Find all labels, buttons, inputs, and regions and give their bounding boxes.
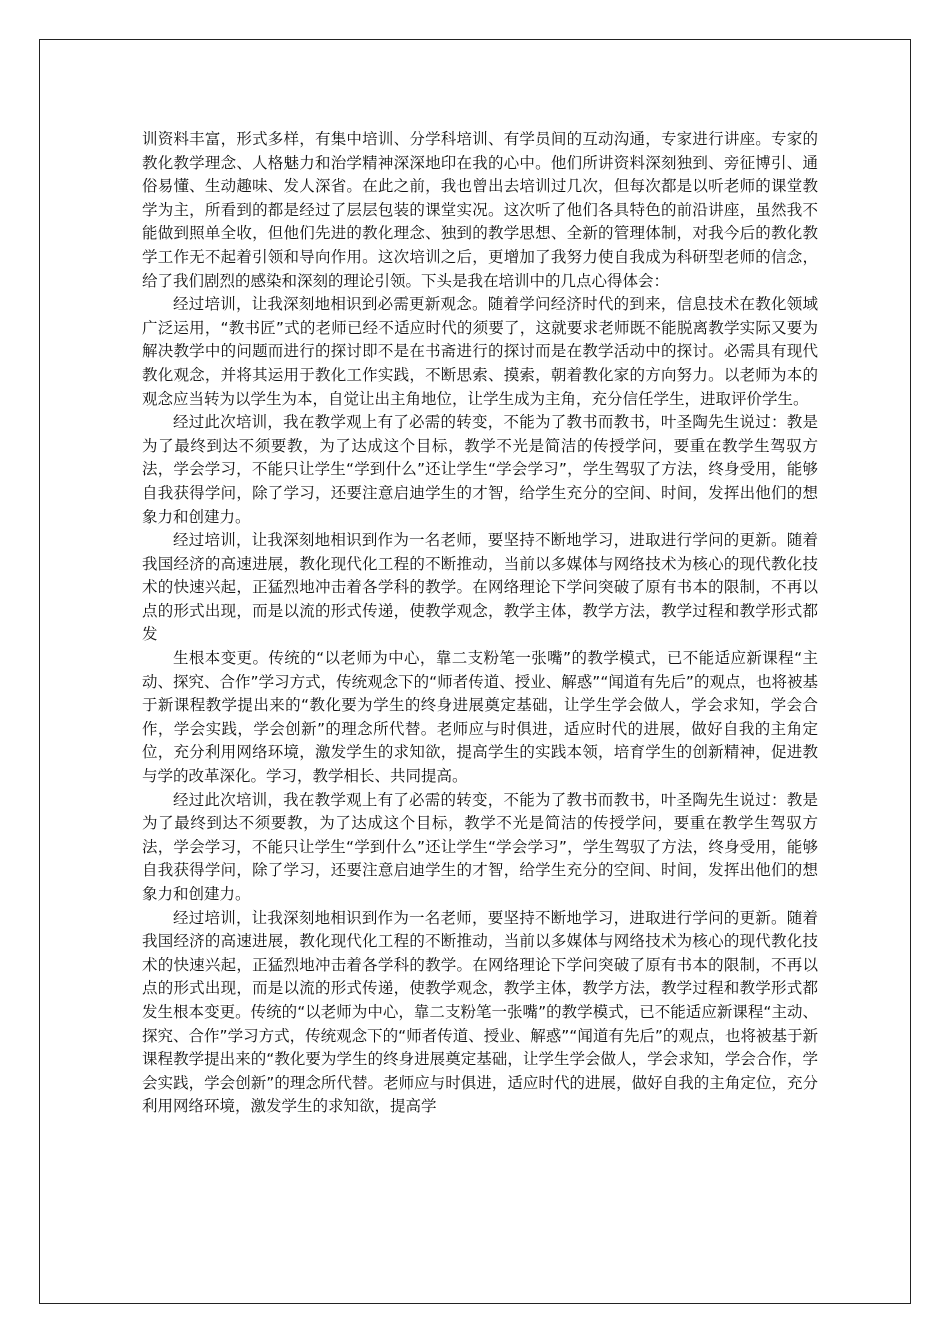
paragraph-2: 经过培训，让我深刻地相识到必需更新观念。随着学问经济时代的到来，信息技术在教化领域广泛运用，“教书匠”式的老师已经不适应时代的须要了，这就要求老师既不能脱离教学实际又要为解决教学中的问题而进行的探讨即不是在书斋进行的探讨而是在教学活动中的探讨。必需具有现代教化观念，并将其运用于教化工作实践，不断思索、摸索，朝着教化家的方向努力。以老师为本的观念应当转为以学生为本，自觉让出主角地位，让学生成为主角，充分信任学生，进取评价学生。 [142,295,818,408]
paragraph-7: 经过培训，让我深刻地相识到作为一名老师，要坚持不断地学习，进取进行学问的更新。随着我国经济的高速进展，教化现代化工程的不断推动，当前以多媒体与网络技术为核心的现代教化技术的快速兴起，正猛烈地冲击着各学科的教学。在网络理论下学问突破了原有书本的限制，不再以点的形式出现，而是以流的形式传递，使教学观念，教学主体，教学方法，教学过程和教学形式都发生根本变更。传统的“以老师为中心，靠二支粉笔一张嘴”的教学模式，已不能适应新课程“主动、探究、合作”学习方式，传统观念下的“师者传道、授业、解惑”“闻道有先后”的观点，也将被基于新课程教学提出来的“教化要为学生的终身进展奠定基础，让学生学会做人，学会求知，学会合作，学会实践，学会创新”的理念所代替。老师应与时俱进，适应时代的进展，做好自我的主角定位，充分利用网络环境，激发学生的求知欲，提高学 [142,908,818,1116]
paragraph-4: 经过培训，让我深刻地相识到作为一名老师，要坚持不断地学习，进取进行学问的更新。随着我国经济的高速进展，教化现代化工程的不断推动，当前以多媒体与网络技术为核心的现代教化技术的快速兴起，正猛烈地冲击着各学科的教学。在网络理论下学问突破了原有书本的限制，不再以点的形式出现，而是以流的形式传递，使教学观念，教学主体，教学方法，教学过程和教学形式都发 [142,531,818,644]
document-body [142,128,818,1119]
paragraph-6: 经过此次培训，我在教学观上有了必需的转变，不能为了教书而教书，叶圣陶先生说过：教是为了最终到达不须要教，为了达成这个目标，教学不光是简洁的传授学问，要重在教学生驾驭方法，学会学习，不能只让学生“学到什么”还让学生“学会学习”，学生驾驭了方法，终身受用，能够自我获得学问，除了学习，还要注意启迪学生的才智，给学生充分的空间、时间，发挥出他们的想象力和创建力。 [142,790,818,903]
paragraph-1: 训资料丰富，形式多样，有集中培训、分学科培训、有学员间的互动沟通，专家进行讲座。专家的教化教学理念、人格魅力和治学精神深深地印在我的心中。他们所讲资料深刻独到、旁征博引、通俗易懂、生动趣味、发人深省。在此之前，我也曾出去培训过几次，但每次都是以听老师的课堂教学为主，所看到的都是经过了层层包装的课堂实况。这次听了他们各具特色的前沿讲座，虽然我不能做到照单全收，但他们先进的教化理念、独到的教学思想、全新的管理体制，对我今后的教化教学工作无不起着引领和导向作用。这次培训之后，更增加了我努力使自我成为科研型老师的信念，给了我们剧烈的感染和深刻的理论引领。下头是我在培训中的几点心得体会： [142,130,818,290]
paragraph-3: 经过此次培训，我在教学观上有了必需的转变，不能为了教书而教书，叶圣陶先生说过：教是为了最终到达不须要教，为了达成这个目标，教学不光是简洁的传授学问，要重在教学生驾驭方法，学会学习，不能只让学生“学到什么”还让学生“学会学习”，学生驾驭了方法，终身受用，能够自我获得学问，除了学习，还要注意启迪学生的才智，给学生充分的空间、时间，发挥出他们的想象力和创建力。 [142,413,818,526]
paragraph-5: 生根本变更。传统的“以老师为中心，靠二支粉笔一张嘴”的教学模式，已不能适应新课程“主动、探究、合作”学习方式，传统观念下的“师者传道、授业、解惑”“闻道有先后”的观点，也将被基于新课程教学提出来的“教化要为学生的终身进展奠定基础，让学生学会做人，学会求知，学会合作，学会实践，学会创新”的理念所代替。老师应与时俱进，适应时代的进展，做好自我的主角定位，充分利用网络环境，激发学生的求知欲，提高学生的实践本领，培育学生的创新精神，促进教与学的改革深化。学习，教学相长、共同提高。 [142,649,818,786]
